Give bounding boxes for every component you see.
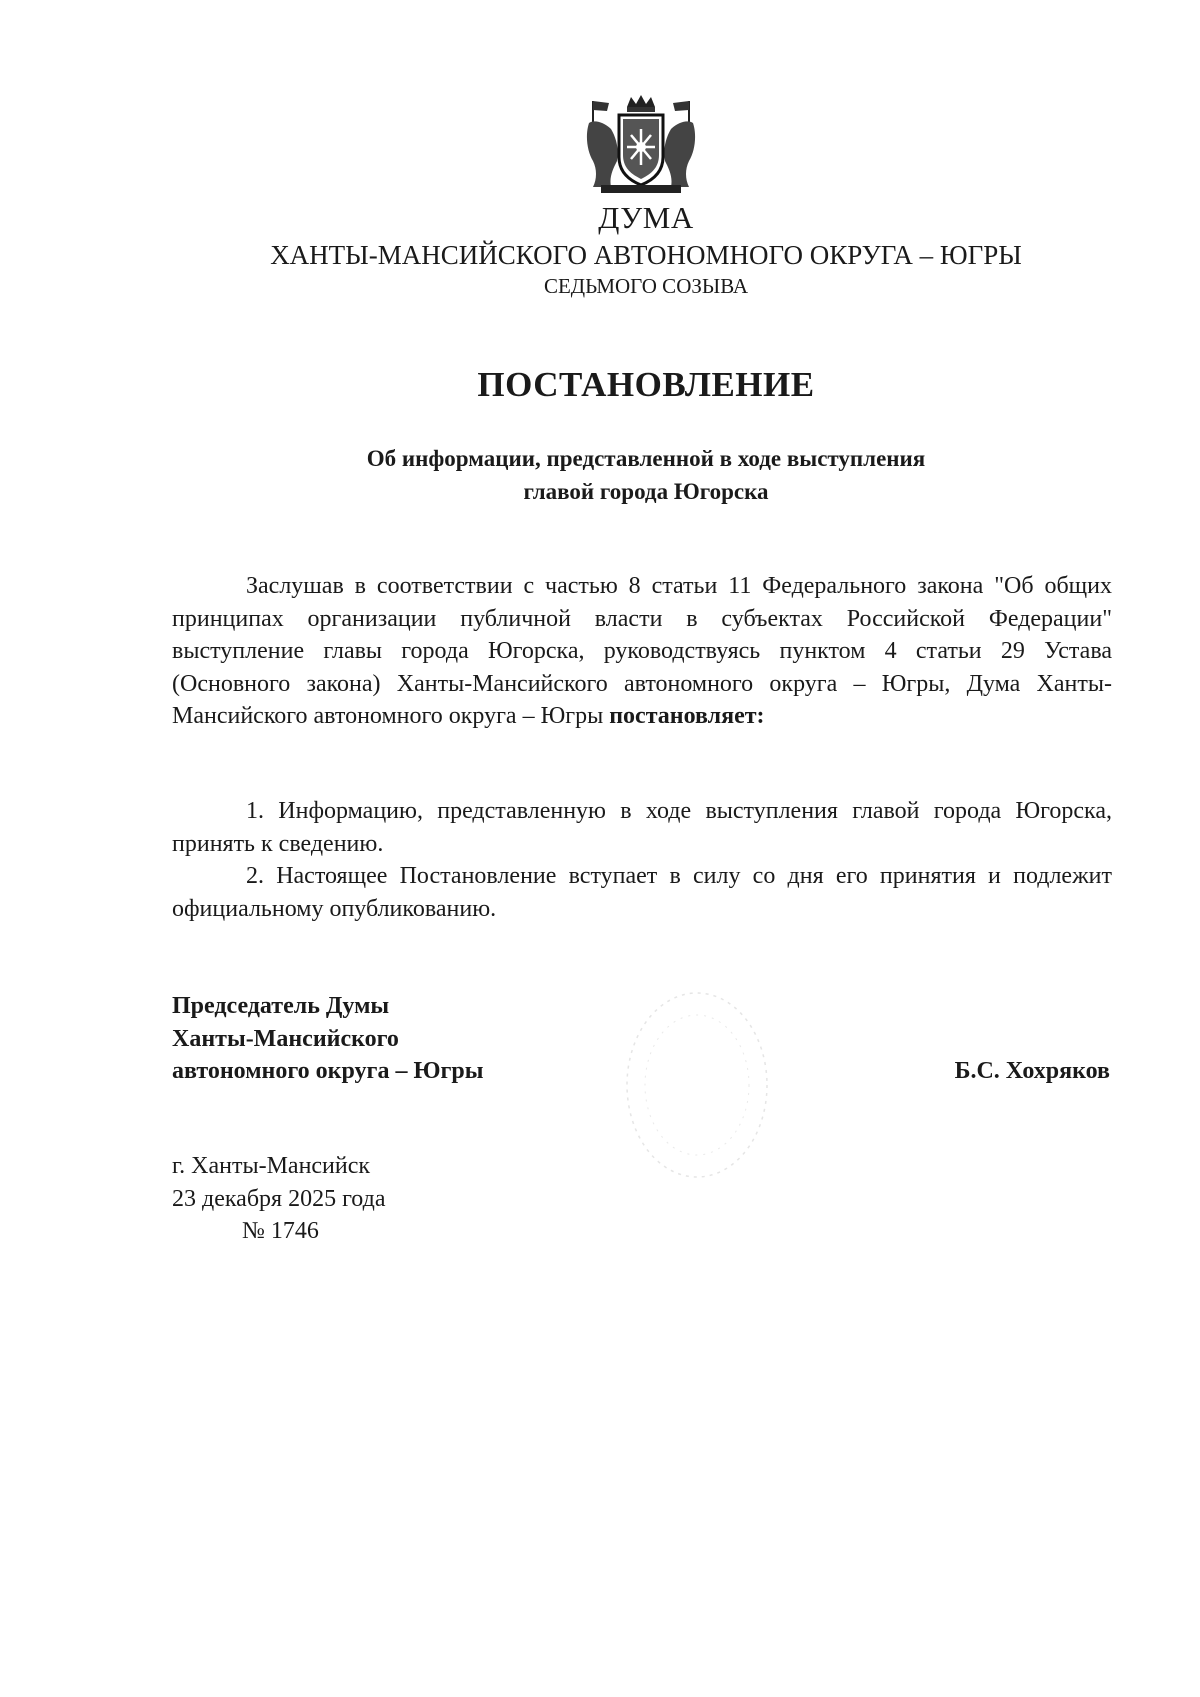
preamble-paragraph (172, 570, 1112, 733)
subject-line-2: главой города Югорска (523, 479, 769, 504)
position-line: автономного округа – Югры (172, 1058, 484, 1084)
document-subject (46, 442, 1200, 508)
document-footer (172, 1150, 385, 1248)
resolution-item: 1. Информацию, представленную в ходе выступления главой города Югорска, принять к сведению. (172, 798, 1112, 857)
coat-of-arms-emblem-icon (583, 95, 699, 195)
org-full-name: ХАНТЫ-МАНСИЙСКОГО АВТОНОМНОГО ОКРУГА – ЮГРЫ (270, 240, 1022, 270)
document-number: № 1746 (242, 1218, 319, 1244)
document-date: 23 декабря 2025 года (172, 1185, 386, 1212)
document-place: г. Ханты-Мансийск (172, 1153, 371, 1179)
document-type: ПОСТАНОВЛЕНИЕ (477, 365, 815, 404)
position-line: Председатель Думы (172, 993, 390, 1019)
resolution-item: 2. Настоящее Постановление вступает в силу со дня его принятия и подлежит официальному опубликованию. (172, 863, 1112, 922)
preamble-text-block (172, 570, 1112, 733)
subject-line-1: Об информации, представленной в ходе выступления (366, 446, 926, 471)
signatory-name: Б.С. Хохряков (954, 1058, 1110, 1084)
preamble-action: постановляет: (609, 703, 765, 729)
signature-block (172, 990, 1112, 1088)
resolution-items (172, 795, 1112, 925)
position-line: Ханты-Мансийского (172, 1025, 399, 1052)
org-title: ДУМА (598, 200, 694, 235)
preamble-text: Заслушав в соответствии с частью 8 статьи 11 Федерального закона "Об общих принципах организации публичной власти в субъектах Российской Федерации" выступление главы города Югорска, руководствуясь пунктом 4 статьи 29 Устава (Основного закона) Ханты-Мансийского автономного округа – Югры, Дума Ханты-Мансийского автономного округа – Югры (172, 573, 1112, 729)
org-convocation: СЕДЬМОГО СОЗЫВА (543, 274, 749, 298)
